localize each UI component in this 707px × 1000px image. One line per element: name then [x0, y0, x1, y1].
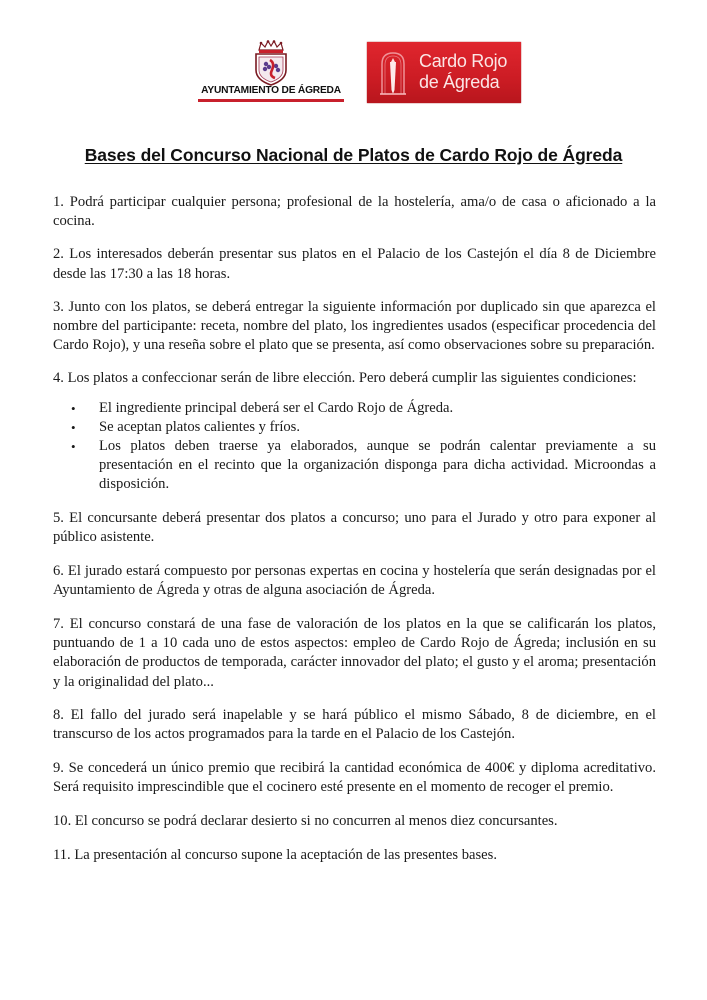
cardo-rojo-logo: [367, 42, 521, 103]
condition-text: El ingrediente principal deberá ser el Cardo Rojo de Ágreda.: [99, 399, 454, 416]
coat-of-arms-icon: [251, 40, 291, 86]
ayuntamiento-name: AYUNTAMIENTO DE ÁGREDA: [201, 85, 341, 96]
header-logos: [0, 38, 707, 108]
rules-list: [53, 193, 656, 879]
rule-3: 3. Junto con los platos, se deberá entregar la siguiente información por duplicado sin que aparezca el nombre del participante: receta, nombre del plato, los ingredientes usados (especificar procedencia del Cardo Rojo), y una reseña sobre el plato que se presenta, así como observaciones sobre su preparación.: [53, 298, 656, 354]
condition-item: [71, 437, 656, 495]
bullet-icon: •: [71, 419, 76, 435]
ayuntamiento-logo: [196, 40, 346, 104]
condition-text: Se aceptan platos calientes y fríos.: [99, 418, 300, 435]
cardo-rojo-title: Cardo Rojo: [419, 51, 508, 71]
rule-8: 8. El fallo del jurado será inapelable y se hará público el mismo Sábado, 8 de diciembre, en el transcurso de los actos programados para la tarde en el Palacio de los Castejón.: [53, 707, 656, 743]
condition-item: [71, 418, 656, 437]
rule-4: 4. Los platos a confeccionar serán de libre elección. Pero deberá cumplir las siguientes condiciones:: [53, 370, 637, 387]
bullet-icon: •: [71, 439, 76, 455]
rule-7: 7. El concurso constará de una fase de valoración de los platos en la que se calificarán los platos, puntuando de 1 a 10 cada uno de estos aspectos: empleo de Cardo Rojo de Ágreda; inclusión en su elaboración de productos de temporada, carácter innovador del plato; el gusto y el aroma; presentación y la originalidad del plato...: [53, 615, 656, 690]
rule-11: 11. La presentación al concurso supone la aceptación de las presentes bases.: [53, 846, 497, 863]
rule-10: 10. El concurso se podrá declarar desierto si no concurren al menos diez concursantes.: [53, 813, 558, 830]
ayuntamiento-underline: [198, 99, 344, 102]
bullet-icon: •: [71, 400, 76, 416]
condition-text: Los platos deben traerse ya elaborados, aunque se podrán calentar previamente a su presentación en el recinto que la organización disponga para dicha actividad. Microondas a disposición.: [99, 438, 656, 493]
cardo-rojo-subtitle: de Ágreda: [419, 72, 500, 92]
rule-5: 5. El concursante deberá presentar dos platos a concurso; uno para el Jurado y otro para exponer al público asistente.: [53, 510, 656, 546]
arch-cardo-icon: [379, 50, 407, 96]
rule-2: 2. Los interesados deberán presentar sus platos en el Palacio de los Castejón el día 8 de Diciembre desde las 17:30 a las 18 horas.: [53, 246, 656, 282]
document-title: Bases del Concurso Nacional de Platos de Cardo Rojo de Ágreda: [84, 144, 623, 165]
rule-6: 6. El jurado estará compuesto por personas expertas en cocina y hostelería que serán designadas por el Ayuntamiento de Ágreda y otras de alguna asociación de Ágreda.: [53, 563, 656, 599]
rule-1: 1. Podrá participar cualquier persona; profesional de la hostelería, ama/o de casa o aficionado a la cocina.: [53, 194, 656, 230]
condition-item: [71, 399, 656, 418]
conditions-list: [53, 399, 656, 495]
rule-9: 9. Se concederá un único premio que recibirá la cantidad económica de 400€ y diploma acreditativo. Será requisito imprescindible que el cocinero esté presente en el momento de recoger el premio.: [53, 760, 656, 796]
